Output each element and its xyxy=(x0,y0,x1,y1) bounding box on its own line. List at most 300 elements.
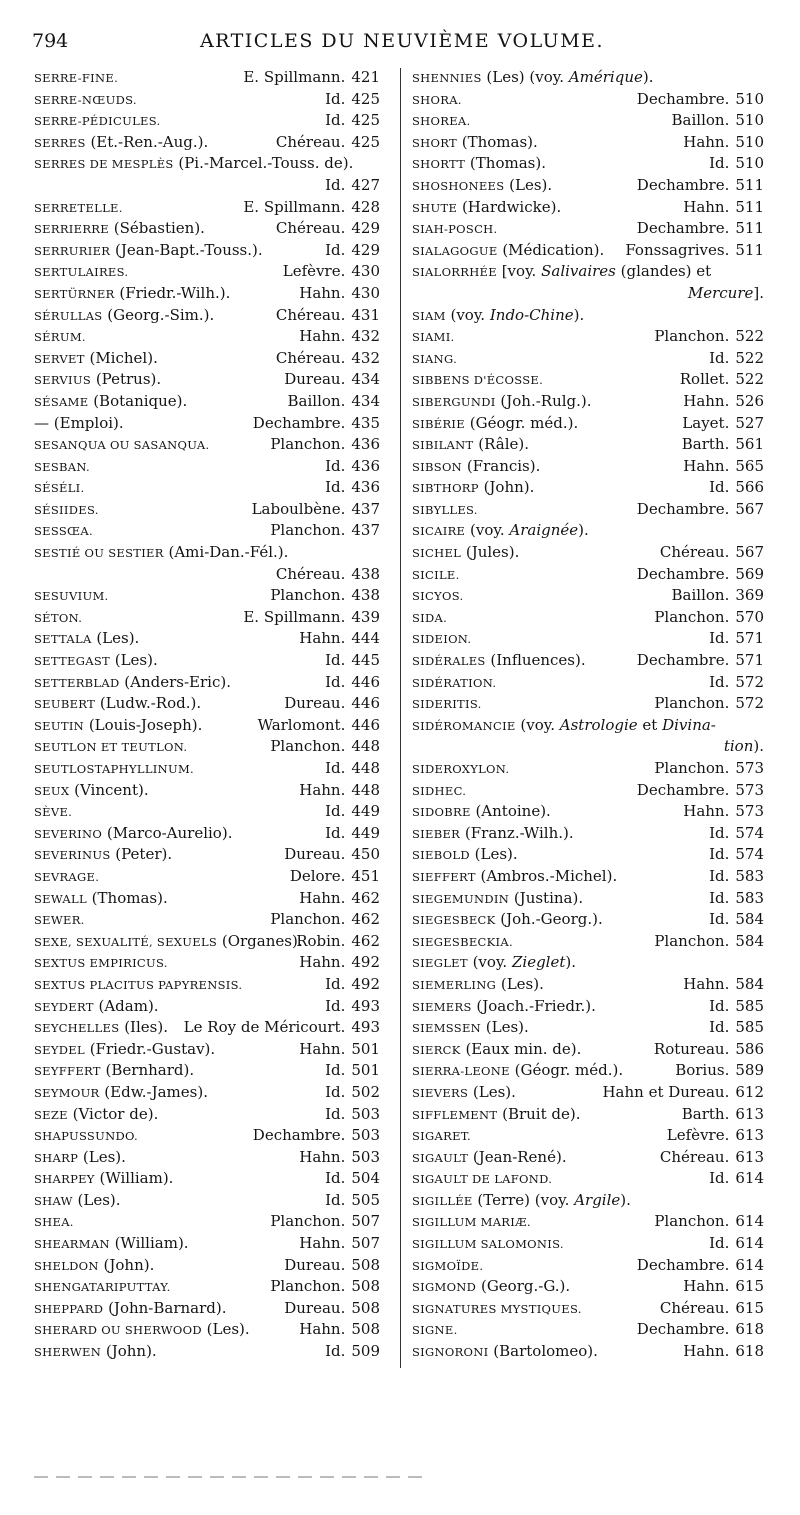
entry-qualifier: (Géogr. méd.). xyxy=(509,1061,624,1080)
entry-reference xyxy=(709,909,764,931)
entry-heading xyxy=(412,110,470,133)
entry-page: 504 xyxy=(351,1169,380,1188)
entry-heading xyxy=(34,996,159,1019)
entry-author: Dechambre. xyxy=(636,499,730,518)
index-entry xyxy=(34,434,380,456)
entry-page: 511 xyxy=(735,219,764,238)
entry-heading xyxy=(412,672,496,695)
entry-heading xyxy=(412,1039,581,1062)
entry-term: SERRES DE MESPLÈS xyxy=(34,157,174,172)
entry-heading xyxy=(412,564,460,587)
entry-page: 618 xyxy=(735,1342,764,1361)
index-entry xyxy=(412,413,764,435)
entry-qualifier-tail: (glandes) et xyxy=(615,262,712,281)
entry-qualifier: (Anders-Eric). xyxy=(119,672,231,691)
entry-reference xyxy=(284,1255,380,1277)
entry-heading xyxy=(34,1276,171,1299)
entry-term: SERRE-FINE. xyxy=(34,71,119,85)
entry-reference xyxy=(683,801,764,823)
entry-heading xyxy=(34,218,205,241)
entry-reference xyxy=(283,261,380,283)
entry-author: Planchon. xyxy=(654,607,730,626)
entry-reference xyxy=(672,110,764,132)
entry-author: Chéreau. xyxy=(275,219,346,238)
entry-qualifier: (Ludw.-Rod.). xyxy=(95,694,202,713)
index-entry xyxy=(34,585,380,607)
index-entry xyxy=(412,305,764,327)
entry-term: SEUTLOSTAPHYLLINUM. xyxy=(34,762,194,776)
index-entry xyxy=(412,974,764,996)
entry-term: SIEFFERT xyxy=(412,869,476,884)
entry-term: SERRIERRE xyxy=(34,222,109,237)
entry-heading xyxy=(412,607,447,630)
entry-heading xyxy=(34,240,263,263)
index-entry xyxy=(412,261,764,304)
entry-continuation xyxy=(724,736,764,758)
index-entry xyxy=(34,607,380,629)
entry-reference xyxy=(243,197,380,219)
entry-see-also: Argile xyxy=(574,1190,621,1209)
entry-qualifier: (Thomas). xyxy=(465,154,546,173)
entry-qualifier: (Eaux min. de). xyxy=(460,1039,582,1058)
entry-heading xyxy=(412,780,466,803)
entry-heading xyxy=(412,758,509,781)
entry-author: Id. xyxy=(325,759,346,777)
entry-reference xyxy=(284,369,380,391)
entry-author: Id. xyxy=(325,111,346,130)
entry-author: Dechambre. xyxy=(252,413,346,432)
entry-author: Planchon. xyxy=(270,586,346,605)
index-entry xyxy=(412,801,764,823)
entry-author: Id. xyxy=(325,974,346,993)
entry-term: SHAPUSSUNDO. xyxy=(34,1129,138,1144)
entry-page: 572 xyxy=(735,672,764,691)
entry-reference xyxy=(709,153,764,175)
entry-author: Baillon. xyxy=(671,586,730,605)
index-entry xyxy=(412,1125,764,1147)
entry-author: Id. xyxy=(325,456,346,475)
entry-term: SERRETELLE. xyxy=(34,200,123,215)
entry-qualifier: (Adam). xyxy=(93,996,159,1015)
entry-author: Dureau. xyxy=(284,845,346,864)
entry-author: Id. xyxy=(709,866,730,885)
entry-author: Id. xyxy=(709,629,730,648)
index-entry xyxy=(34,391,380,413)
entry-author: Chéreau. xyxy=(275,348,346,367)
index-entry xyxy=(34,974,380,996)
entry-heading xyxy=(412,866,617,889)
entry-reference xyxy=(270,434,380,456)
entry-reference xyxy=(637,650,764,672)
index-entry xyxy=(34,1147,380,1169)
entry-qualifier-tail: ). xyxy=(565,953,576,972)
entry-author: Planchon. xyxy=(654,759,730,777)
index-entry xyxy=(412,499,764,521)
entry-author: Dechambre. xyxy=(252,1126,346,1145)
index-entry xyxy=(412,542,764,564)
entry-term: SIBÉRIE xyxy=(412,416,465,431)
entry-term: SESBAN. xyxy=(34,459,90,474)
entry-term: SHOSHONEES xyxy=(412,178,505,193)
entry-reference xyxy=(660,542,764,564)
entry-heading xyxy=(34,1147,126,1170)
index-entry xyxy=(34,1039,380,1061)
entry-qualifier: (Influences). xyxy=(485,651,586,670)
entry-author: Id. xyxy=(325,240,346,259)
entry-reference xyxy=(325,1168,380,1190)
entry-page: 432 xyxy=(351,348,380,367)
entry-author: Id. xyxy=(325,823,346,842)
entry-term: SEYFFERT xyxy=(34,1064,101,1079)
index-entry xyxy=(34,1255,380,1277)
entry-heading xyxy=(34,1211,74,1234)
index-entry xyxy=(412,672,764,694)
entry-reference xyxy=(654,1039,764,1061)
entry-term: SHARP xyxy=(34,1150,79,1165)
entry-reference xyxy=(709,1168,764,1190)
entry-author: Id. xyxy=(325,1082,346,1101)
entry-reference xyxy=(276,218,380,240)
entry-heading xyxy=(34,1233,189,1256)
entry-qualifier: (Ambros.-Michel). xyxy=(475,866,618,885)
entry-page: 444 xyxy=(351,629,380,648)
entry-page: 510 xyxy=(735,132,764,151)
entry-author: Dechambre. xyxy=(636,1320,730,1339)
entry-reference xyxy=(299,326,380,348)
entry-author: Id. xyxy=(325,651,346,670)
entry-term: SHEARMAN xyxy=(34,1237,110,1252)
entry-reference xyxy=(683,974,764,996)
entry-heading xyxy=(34,110,160,133)
entry-author: Id. xyxy=(709,910,730,929)
entry-qualifier: (Hardwicke). xyxy=(457,197,562,216)
entry-page: 522 xyxy=(735,348,764,367)
entry-author: Hahn. xyxy=(683,197,730,216)
entry-term: SHERWEN xyxy=(34,1345,102,1360)
entry-page: 613 xyxy=(735,1104,764,1123)
entry-heading xyxy=(412,369,543,392)
entry-continuation xyxy=(688,283,764,305)
entry-reference xyxy=(680,369,764,391)
entry-heading xyxy=(412,888,583,911)
index-entry xyxy=(34,952,380,974)
entry-term: SICAIRE xyxy=(412,524,466,539)
entry-term: SEWALL xyxy=(34,891,87,906)
entry-page: 613 xyxy=(735,1147,764,1166)
entry-reference xyxy=(709,628,764,650)
entry-heading xyxy=(34,132,208,155)
entry-term: SIALAGOGUE xyxy=(412,243,498,258)
entry-reference xyxy=(709,888,764,910)
entry-page: 448 xyxy=(351,737,380,756)
index-entry xyxy=(34,1190,380,1212)
entry-reference xyxy=(270,909,380,931)
entry-term: SIEMSSEN xyxy=(412,1021,482,1036)
entry-author: Hahn. xyxy=(299,780,346,799)
index-entry xyxy=(34,132,380,154)
entry-term: SIGARET. xyxy=(412,1129,472,1144)
entry-author: Hahn. xyxy=(299,327,346,346)
entry-heading xyxy=(34,1255,154,1278)
entry-heading xyxy=(412,1233,564,1256)
entry-reference xyxy=(253,413,380,435)
entry-author: Rollet. xyxy=(679,370,730,389)
entry-heading xyxy=(412,413,578,436)
index-entry xyxy=(412,564,764,586)
entry-term: SEWER. xyxy=(34,913,85,928)
entry-heading xyxy=(412,132,538,155)
entry-reference xyxy=(325,1104,380,1126)
entry-reference xyxy=(325,456,380,478)
page-footer-mark xyxy=(34,1476,424,1478)
entry-heading xyxy=(412,1255,483,1278)
entry-author: Delore. xyxy=(289,866,346,885)
entry-author: Hahn. xyxy=(299,1320,346,1339)
entry-page: 449 xyxy=(351,823,380,842)
index-entry xyxy=(412,715,764,758)
entry-qualifier: (Edw.-James). xyxy=(99,1082,208,1101)
entry-author: Id. xyxy=(709,996,730,1015)
entry-term: SIAH-POSCH. xyxy=(412,222,498,237)
entry-author: Dechambre. xyxy=(636,1255,730,1274)
entry-term: SIDHEC. xyxy=(412,783,467,798)
index-entry xyxy=(34,197,380,219)
entry-author: Id. xyxy=(325,802,346,821)
entry-reference xyxy=(299,1147,380,1169)
entry-page: 425 xyxy=(351,89,380,108)
index-entry xyxy=(412,520,764,542)
entry-term: SIEGESBECKIA. xyxy=(412,934,513,949)
entry-reference xyxy=(276,305,380,327)
entry-author: Dechambre. xyxy=(636,219,730,238)
entry-heading xyxy=(412,650,586,673)
entry-heading xyxy=(412,1082,516,1105)
entry-reference xyxy=(270,1211,380,1233)
entry-page: 586 xyxy=(735,1039,764,1058)
index-entry xyxy=(34,1211,380,1233)
entry-term: SIDÉRATION. xyxy=(412,675,497,690)
entry-heading xyxy=(412,1168,552,1191)
entry-qualifier: (Antoine). xyxy=(470,802,551,821)
entry-term: SHERARD OU SHERWOOD xyxy=(34,1323,202,1338)
entry-reference xyxy=(683,1276,764,1298)
entry-reference xyxy=(637,564,764,586)
index-entry xyxy=(34,477,380,499)
entry-author: Hahn. xyxy=(299,888,346,907)
entry-author: Id. xyxy=(709,1234,730,1253)
entry-heading xyxy=(412,197,561,220)
entry-term: SIANG. xyxy=(412,351,458,366)
entry-page: 569 xyxy=(735,564,764,583)
index-entry xyxy=(34,780,380,802)
entry-reference xyxy=(325,110,380,132)
entry-term: SESSŒA. xyxy=(34,524,93,539)
index-entry xyxy=(34,110,380,132)
index-entry xyxy=(412,1147,764,1169)
entry-author: Dureau. xyxy=(284,1255,346,1274)
entry-qualifier-tail: ). xyxy=(578,521,589,540)
index-entry xyxy=(34,1298,380,1320)
index-entry xyxy=(34,1341,380,1363)
entry-page: 584 xyxy=(735,931,764,950)
entry-heading xyxy=(34,1190,121,1213)
entry-page: 584 xyxy=(735,974,764,993)
entry-term: SERTULAIRES. xyxy=(34,265,129,280)
entry-page: 571 xyxy=(735,629,764,648)
entry-reference xyxy=(637,175,764,197)
entry-heading xyxy=(412,1341,598,1364)
entry-page: 429 xyxy=(351,219,380,238)
entry-page: 511 xyxy=(735,175,764,194)
entry-author: Planchon. xyxy=(270,435,346,454)
entry-reference xyxy=(325,672,380,694)
entry-term: SIEGLET xyxy=(412,956,468,971)
entry-author: Laboulbène. xyxy=(251,499,346,518)
entry-reference xyxy=(299,628,380,650)
index-entry xyxy=(34,261,380,283)
entry-qualifier: (Justina). xyxy=(509,888,584,907)
entry-reference xyxy=(284,693,380,715)
entry-term: SEUTIN xyxy=(34,718,85,733)
entry-reference xyxy=(276,348,380,370)
entry-author: E. Spillmann. xyxy=(243,68,346,86)
entry-author: Dureau. xyxy=(284,694,346,713)
entry-term: SHOREA. xyxy=(412,114,471,129)
entry-reference xyxy=(243,67,380,89)
index-entry xyxy=(412,758,764,780)
entry-reference xyxy=(654,758,764,780)
index-entry xyxy=(34,931,380,953)
entry-term: SERVET xyxy=(34,351,85,366)
index-entry xyxy=(34,1319,380,1341)
entry-term: SEYDEL xyxy=(34,1042,85,1057)
entry-see-also: Astrologie xyxy=(559,715,638,734)
entry-heading xyxy=(412,434,529,457)
index-entry xyxy=(412,607,764,629)
entry-term: SIERCK xyxy=(412,1042,461,1057)
index-entry xyxy=(412,1211,764,1233)
entry-reference xyxy=(184,1017,380,1039)
entry-page: 507 xyxy=(351,1234,380,1253)
entry-author: Hahn. xyxy=(299,1234,346,1253)
entry-qualifier: (Bartolomeo). xyxy=(488,1342,598,1361)
entry-heading xyxy=(412,326,455,349)
entry-qualifier: (Les). xyxy=(468,1082,516,1101)
entry-reference xyxy=(709,672,764,694)
entry-reference xyxy=(682,1104,764,1126)
entry-term: SIEMERLING xyxy=(412,977,497,992)
index-entry xyxy=(412,585,764,607)
entry-page: 612 xyxy=(735,1082,764,1101)
entry-heading xyxy=(34,672,231,695)
entry-page: 584 xyxy=(735,910,764,929)
entry-qualifier: (Georg.-G.). xyxy=(476,1277,571,1296)
entry-qualifier: (Les). xyxy=(109,651,158,670)
entry-reference xyxy=(683,456,764,478)
entry-author: Barth. xyxy=(681,435,730,454)
entry-author: Hahn. xyxy=(683,1342,730,1361)
entry-reference xyxy=(602,1082,764,1104)
entry-term: SIERRA-LEONE xyxy=(412,1064,510,1079)
entry-author: Id. xyxy=(709,845,730,864)
entry-page: 508 xyxy=(351,1298,380,1317)
entry-reference xyxy=(637,1319,764,1341)
entry-reference xyxy=(709,996,764,1018)
entry-heading xyxy=(34,693,201,716)
entry-term: SÉRULLAS xyxy=(34,308,103,323)
entry-page: 511 xyxy=(735,197,764,216)
entry-author: Chéreau. xyxy=(659,543,730,562)
entry-term: SÉRUM. xyxy=(34,330,86,345)
entry-heading xyxy=(412,1060,623,1083)
entry-reference xyxy=(288,391,380,413)
entry-author: Dechambre. xyxy=(636,89,730,108)
entry-author: Hahn et Dureau. xyxy=(602,1082,730,1101)
entry-page: 508 xyxy=(351,1277,380,1296)
index-column-right xyxy=(412,67,764,1363)
entry-heading xyxy=(412,823,574,846)
entry-qualifier: (Joh.-Georg.). xyxy=(495,910,603,929)
entry-term: SESANQUA OU SASANQUA. xyxy=(34,438,210,453)
entry-reference xyxy=(325,974,380,996)
entry-author: Hahn. xyxy=(299,1147,346,1166)
entry-term: SEXE, SEXUALITÉ, SEXUELS xyxy=(34,934,218,949)
entry-qualifier: (John). xyxy=(478,478,535,497)
entry-term: SICILE. xyxy=(412,567,460,582)
entry-heading xyxy=(34,197,123,220)
entry-term: SHEA. xyxy=(34,1215,74,1230)
entry-see-also: Araignée xyxy=(509,521,579,540)
entry-heading xyxy=(34,542,288,565)
index-entry xyxy=(34,823,380,845)
entry-page: 462 xyxy=(351,888,380,907)
entry-heading xyxy=(412,477,534,500)
entry-heading xyxy=(34,715,202,738)
entry-author: Hahn. xyxy=(683,132,730,151)
index-entry xyxy=(412,218,764,240)
entry-heading xyxy=(34,89,137,112)
entry-heading xyxy=(34,1039,215,1062)
entry-author: Chéreau. xyxy=(659,1298,730,1317)
index-entry xyxy=(412,1276,764,1298)
entry-page: 510 xyxy=(735,89,764,108)
index-entry xyxy=(412,456,764,478)
entry-qualifier: (Râle). xyxy=(473,435,529,454)
entry-qualifier: (Thomas). xyxy=(456,132,538,151)
entry-page: 574 xyxy=(735,845,764,864)
entry-reference xyxy=(270,520,380,542)
entry-term: SIDÉRALES xyxy=(412,654,486,669)
entry-reference xyxy=(325,477,380,499)
entry-page: 503 xyxy=(351,1104,380,1123)
entry-page: 561 xyxy=(735,435,764,454)
entry-reference xyxy=(654,931,764,953)
entry-heading xyxy=(412,693,482,716)
entry-term: SHENNIES xyxy=(412,71,482,85)
entry-qualifier-tail: et xyxy=(637,715,663,734)
index-entry xyxy=(412,175,764,197)
entry-heading xyxy=(34,823,232,846)
entry-reference xyxy=(284,1298,380,1320)
entry-heading xyxy=(412,218,497,241)
entry-heading xyxy=(34,369,161,392)
index-entry xyxy=(412,1017,764,1039)
entry-author: Id. xyxy=(709,888,730,907)
entry-qualifier: (voy. xyxy=(515,715,560,734)
entry-page: 493 xyxy=(351,1018,380,1037)
index-entry xyxy=(412,132,764,154)
entry-reference xyxy=(675,1060,764,1082)
